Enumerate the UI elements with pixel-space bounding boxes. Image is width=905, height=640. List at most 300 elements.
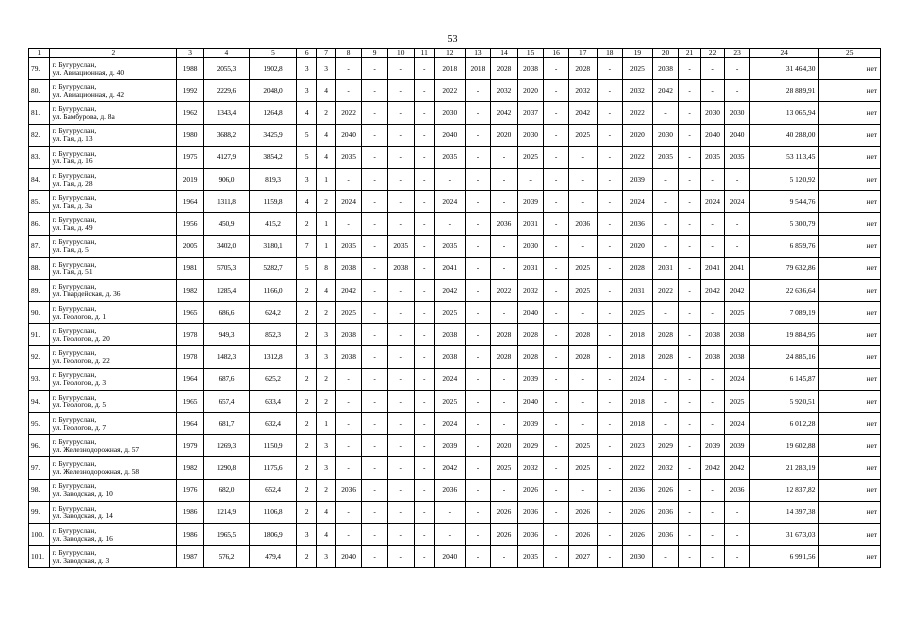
flag-cell: нет (819, 324, 881, 346)
table-cell: 852,3 (249, 324, 296, 346)
table-cell: 2028 (568, 346, 597, 368)
table-cell: 2028 (517, 346, 544, 368)
table-cell: 2 (296, 390, 316, 412)
row-number-cell: 89. (29, 279, 50, 301)
table-row (29, 168, 881, 190)
cost-cell: 5 920,51 (749, 390, 819, 412)
table-cell: 3 (317, 58, 335, 80)
table-cell: - (387, 501, 414, 523)
column-header-10: 10 (387, 49, 414, 58)
address-city: г. Бугуруслан, (52, 259, 97, 269)
table-cell: 2036 (623, 213, 653, 235)
table-cell: - (568, 146, 597, 168)
column-header-14: 14 (491, 49, 518, 58)
table-cell: 2035 (434, 235, 465, 257)
table-cell: 632,4 (249, 413, 296, 435)
table-cell: - (414, 279, 434, 301)
column-header-17: 17 (568, 49, 597, 58)
row-number-cell: 85. (29, 191, 50, 213)
table-cell: - (725, 58, 750, 80)
column-header-20: 20 (652, 49, 679, 58)
address-street: ул. Железнодорожная, д. 57 (52, 444, 140, 454)
table-cell: 657,4 (203, 390, 249, 412)
table-cell: 2 (317, 302, 335, 324)
row-number-cell: 95. (29, 413, 50, 435)
table-cell: 4 (317, 146, 335, 168)
table-cell: - (725, 235, 750, 257)
address-street: ул. Геологов, д. 1 (52, 311, 107, 321)
flag-cell: нет (819, 546, 881, 568)
address-street: ул. Гая, д. 3а (52, 200, 93, 210)
table-cell: 2022 (652, 279, 679, 301)
address-cell (50, 102, 177, 124)
table-cell: 1978 (177, 346, 204, 368)
table-cell: - (387, 58, 414, 80)
table-cell: - (465, 257, 491, 279)
address-street: ул. Заводская, д. 10 (52, 489, 113, 499)
table-cell: 1978 (177, 324, 204, 346)
table-cell: 3 (317, 546, 335, 568)
table-cell: 2042 (700, 457, 725, 479)
table-cell: - (335, 58, 362, 80)
table-cell: 2029 (517, 435, 544, 457)
table-cell: 2042 (652, 80, 679, 102)
table-cell: - (679, 191, 700, 213)
table-cell: - (465, 80, 491, 102)
table-cell: - (414, 213, 434, 235)
column-header-6: 6 (296, 49, 316, 58)
table-cell: 2042 (434, 457, 465, 479)
table-cell: - (335, 523, 362, 545)
table-cell: - (465, 213, 491, 235)
table-cell: - (679, 146, 700, 168)
table-cell: - (387, 413, 414, 435)
row-number-cell: 90. (29, 302, 50, 324)
table-cell: 2042 (725, 457, 750, 479)
table-cell: 4 (317, 80, 335, 102)
table-row (29, 213, 881, 235)
table-cell: - (465, 168, 491, 190)
table-cell: - (434, 523, 465, 545)
column-header-4: 4 (203, 49, 249, 58)
table-cell: 2028 (517, 324, 544, 346)
address-city: г. Бугуруслан, (52, 148, 97, 158)
table-row (29, 368, 881, 390)
column-header-22: 22 (700, 49, 725, 58)
cost-cell: 12 837,82 (749, 479, 819, 501)
table-cell: - (517, 168, 544, 190)
address-street: ул. Гая, д. 51 (52, 267, 93, 277)
column-header-18: 18 (597, 49, 623, 58)
table-cell: - (362, 523, 388, 545)
cost-cell: 31 464,30 (749, 58, 819, 80)
address-street: ул. Авиационная, д. 40 (52, 67, 125, 77)
table-cell: - (335, 390, 362, 412)
table-cell: 2028 (652, 324, 679, 346)
flag-cell: нет (819, 213, 881, 235)
table-cell: - (597, 346, 623, 368)
table-cell: 1962 (177, 102, 204, 124)
table-cell: 2032 (517, 279, 544, 301)
table-cell: 2025 (335, 302, 362, 324)
table-cell: - (568, 235, 597, 257)
table-cell: - (362, 58, 388, 80)
table-cell: - (544, 146, 569, 168)
table-cell: 2 (296, 279, 316, 301)
table-cell: - (597, 257, 623, 279)
table-cell: 1214,9 (203, 501, 249, 523)
row-number-cell: 88. (29, 257, 50, 279)
table-cell: - (465, 191, 491, 213)
table-cell: 2 (296, 302, 316, 324)
address-cell (50, 546, 177, 568)
address-cell (50, 457, 177, 479)
flag-cell: нет (819, 279, 881, 301)
table-cell: - (652, 546, 679, 568)
table-cell: 4127,9 (203, 146, 249, 168)
address-cell (50, 435, 177, 457)
table-cell: - (725, 80, 750, 102)
table-cell: 2030 (652, 124, 679, 146)
table-cell: 5705,3 (203, 257, 249, 279)
row-number-cell: 97. (29, 457, 50, 479)
table-cell: - (597, 168, 623, 190)
address-city: г. Бугуруслан, (52, 303, 97, 313)
table-cell: 3180,1 (249, 235, 296, 257)
table-cell: 2040 (335, 546, 362, 568)
table-cell: - (597, 523, 623, 545)
address-cell (50, 523, 177, 545)
table-cell: - (335, 501, 362, 523)
table-cell: - (597, 546, 623, 568)
column-header-23: 23 (725, 49, 750, 58)
address-street: ул. Авиационная, д. 42 (52, 89, 125, 99)
address-cell (50, 58, 177, 80)
table-cell: - (597, 80, 623, 102)
column-header-2: 2 (50, 49, 177, 58)
table-cell: 2030 (725, 102, 750, 124)
table-cell: - (414, 346, 434, 368)
table-cell: 479,4 (249, 546, 296, 568)
table-cell: 2025 (568, 124, 597, 146)
table-cell: 3 (317, 324, 335, 346)
table-row (29, 324, 881, 346)
table-cell: - (700, 80, 725, 102)
table-cell: 2018 (623, 346, 653, 368)
table-cell: 2032 (491, 80, 518, 102)
table-cell: 1976 (177, 479, 204, 501)
address-city: г. Бугуруслан, (52, 215, 97, 225)
table-cell: - (597, 479, 623, 501)
table-cell: 1956 (177, 213, 204, 235)
table-cell: 4 (296, 191, 316, 213)
table-cell: - (700, 168, 725, 190)
table-cell: - (700, 235, 725, 257)
table-cell: - (597, 413, 623, 435)
flag-cell: нет (819, 523, 881, 545)
address-cell (50, 479, 177, 501)
table-cell: - (335, 80, 362, 102)
table-cell: 2038 (517, 58, 544, 80)
address-street: ул. Заводская, д. 16 (52, 533, 113, 543)
table-cell: 1902,8 (249, 58, 296, 80)
table-row (29, 390, 881, 412)
table-cell: - (679, 58, 700, 80)
table-cell: 2036 (335, 479, 362, 501)
table-cell: 2025 (491, 457, 518, 479)
address-city: г. Бугуруслан, (52, 547, 97, 557)
table-cell: - (414, 324, 434, 346)
address-cell (50, 168, 177, 190)
table-row (29, 235, 881, 257)
row-number-cell: 80. (29, 80, 50, 102)
flag-cell: нет (819, 435, 881, 457)
cost-cell: 79 632,86 (749, 257, 819, 279)
table-cell: 2031 (623, 279, 653, 301)
cost-cell: 9 544,76 (749, 191, 819, 213)
table-cell: - (434, 168, 465, 190)
table-cell: 2048,0 (249, 80, 296, 102)
table-cell: 1987 (177, 546, 204, 568)
flag-cell: нет (819, 457, 881, 479)
table-cell: 2039 (517, 413, 544, 435)
table-cell: - (491, 546, 518, 568)
cost-cell: 53 113,45 (749, 146, 819, 168)
row-number-cell: 81. (29, 102, 50, 124)
table-cell: 3 (317, 346, 335, 368)
cost-cell: 22 636,64 (749, 279, 819, 301)
table-cell: 2023 (623, 435, 653, 457)
row-number-cell: 84. (29, 168, 50, 190)
table-cell: - (491, 257, 518, 279)
table-cell: 415,2 (249, 213, 296, 235)
table-cell: 2040 (517, 390, 544, 412)
cost-cell: 19 884,95 (749, 324, 819, 346)
table-cell: - (414, 191, 434, 213)
cost-cell: 6 991,56 (749, 546, 819, 568)
table-row (29, 546, 881, 568)
address-cell (50, 146, 177, 168)
row-number-cell: 98. (29, 479, 50, 501)
table-cell: 4 (296, 102, 316, 124)
table-cell: 2026 (491, 523, 518, 545)
table-cell: 2020 (491, 124, 518, 146)
table-cell: 682,0 (203, 479, 249, 501)
table-cell: 2038 (335, 346, 362, 368)
table-cell: - (679, 479, 700, 501)
table-cell: 2035 (387, 235, 414, 257)
column-header-13: 13 (465, 49, 491, 58)
table-cell: 2025 (568, 457, 597, 479)
table-cell: - (362, 279, 388, 301)
table-cell: - (387, 390, 414, 412)
table-cell: - (544, 368, 569, 390)
table-cell: 3 (317, 457, 335, 479)
table-cell: 2042 (491, 102, 518, 124)
table-cell: - (679, 546, 700, 568)
table-cell: 3402,0 (203, 235, 249, 257)
table-cell: 652,4 (249, 479, 296, 501)
table-cell: 1964 (177, 191, 204, 213)
table-cell: - (387, 124, 414, 146)
table-cell: - (597, 324, 623, 346)
address-city: г. Бугуруслан, (52, 370, 97, 380)
cost-cell: 13 065,94 (749, 102, 819, 124)
row-number-cell: 82. (29, 124, 50, 146)
table-cell: - (362, 390, 388, 412)
address-cell (50, 235, 177, 257)
table-cell: - (652, 168, 679, 190)
table-cell: - (679, 80, 700, 102)
table-cell: 2035 (700, 146, 725, 168)
table-cell: - (568, 191, 597, 213)
table-cell: 2025 (623, 58, 653, 80)
table-cell: 2032 (623, 80, 653, 102)
table-cell: 2030 (517, 235, 544, 257)
table-cell: 2038 (652, 58, 679, 80)
address-street: ул. Заводская, д. 14 (52, 511, 113, 521)
table-cell: 1964 (177, 413, 204, 435)
table-cell: - (335, 168, 362, 190)
table-cell: - (362, 457, 388, 479)
table-cell: - (544, 390, 569, 412)
table-cell: 1 (317, 213, 335, 235)
address-cell (50, 302, 177, 324)
table-cell: - (362, 324, 388, 346)
table-cell: 2035 (434, 146, 465, 168)
table-cell: - (414, 501, 434, 523)
table-cell: - (544, 191, 569, 213)
flag-cell: нет (819, 235, 881, 257)
address-street: ул. Гая, д. 49 (52, 222, 93, 232)
table-cell: 2035 (335, 146, 362, 168)
table-cell: 2024 (434, 368, 465, 390)
address-cell (50, 279, 177, 301)
table-cell: 2031 (517, 257, 544, 279)
table-cell: 2038 (335, 324, 362, 346)
table-cell: - (491, 479, 518, 501)
table-cell: - (597, 279, 623, 301)
table-cell: - (387, 213, 414, 235)
table-cell: 2040 (434, 546, 465, 568)
table-cell: 2025 (517, 146, 544, 168)
table-cell: 2 (317, 368, 335, 390)
flag-cell: нет (819, 501, 881, 523)
table-cell: - (544, 58, 569, 80)
address-cell (50, 413, 177, 435)
table-cell: - (597, 302, 623, 324)
table-cell: - (725, 501, 750, 523)
table-cell: - (652, 213, 679, 235)
table-cell: 2025 (568, 257, 597, 279)
address-city: г. Бугуруслан, (52, 481, 97, 491)
column-header-5: 5 (249, 49, 296, 58)
table-cell: 2032 (652, 457, 679, 479)
table-cell: - (544, 546, 569, 568)
table-cell: 2027 (568, 546, 597, 568)
table-cell: 1150,9 (249, 435, 296, 457)
table-cell: - (465, 279, 491, 301)
table-cell: - (544, 501, 569, 523)
table-row (29, 346, 881, 368)
flag-cell: нет (819, 302, 881, 324)
table-cell: - (679, 413, 700, 435)
table-cell: - (491, 413, 518, 435)
row-number-cell: 100. (29, 523, 50, 545)
column-header-19: 19 (623, 49, 653, 58)
table-cell: - (465, 102, 491, 124)
address-cell (50, 324, 177, 346)
table-cell: 2022 (491, 279, 518, 301)
row-number-cell: 83. (29, 146, 50, 168)
table-cell: - (544, 413, 569, 435)
table-cell: - (491, 235, 518, 257)
table-cell: 5 (296, 124, 316, 146)
table-cell: 8 (317, 257, 335, 279)
table-cell: 2 (317, 191, 335, 213)
column-header-9: 9 (362, 49, 388, 58)
table-cell: - (387, 80, 414, 102)
table-cell: 2038 (387, 257, 414, 279)
cost-cell: 21 283,19 (749, 457, 819, 479)
table-cell: 1106,8 (249, 501, 296, 523)
address-street: ул. Заводская, д. 3 (52, 555, 110, 565)
table-cell: 1986 (177, 501, 204, 523)
table-cell: - (652, 102, 679, 124)
address-cell (50, 257, 177, 279)
table-cell: 3 (296, 168, 316, 190)
table-cell: 2 (296, 546, 316, 568)
table-cell: - (597, 213, 623, 235)
table-row (29, 102, 881, 124)
table-cell: 2055,3 (203, 58, 249, 80)
address-city: г. Бугуруслан, (52, 59, 97, 69)
table-cell: 2025 (434, 302, 465, 324)
table-cell: 2028 (623, 257, 653, 279)
table-cell: - (544, 168, 569, 190)
table-cell: - (544, 479, 569, 501)
table-cell: 2030 (434, 102, 465, 124)
table-cell: 2038 (725, 324, 750, 346)
table-cell: 2018 (623, 324, 653, 346)
table-cell: 1 (317, 168, 335, 190)
table-cell: 2040 (700, 124, 725, 146)
table-cell: - (414, 435, 434, 457)
table-cell: - (362, 479, 388, 501)
table-cell: - (597, 191, 623, 213)
table-cell: 2042 (725, 279, 750, 301)
table-cell: - (414, 124, 434, 146)
cost-cell: 5 300,79 (749, 213, 819, 235)
table-cell: 2229,6 (203, 80, 249, 102)
table-cell: 2025 (725, 390, 750, 412)
table-cell: - (387, 279, 414, 301)
table-cell: 2032 (517, 457, 544, 479)
table-cell: 2 (296, 435, 316, 457)
table-cell: - (725, 546, 750, 568)
address-city: г. Бугуруслан, (52, 104, 97, 114)
table-cell: 2042 (335, 279, 362, 301)
table-cell: - (362, 302, 388, 324)
column-header-7: 7 (317, 49, 335, 58)
table-cell: 1312,8 (249, 346, 296, 368)
table-cell: 2 (296, 479, 316, 501)
table-cell: 2022 (335, 102, 362, 124)
table-cell: - (414, 413, 434, 435)
table-cell: - (414, 457, 434, 479)
table-cell: - (465, 346, 491, 368)
cost-cell: 28 889,91 (749, 80, 819, 102)
